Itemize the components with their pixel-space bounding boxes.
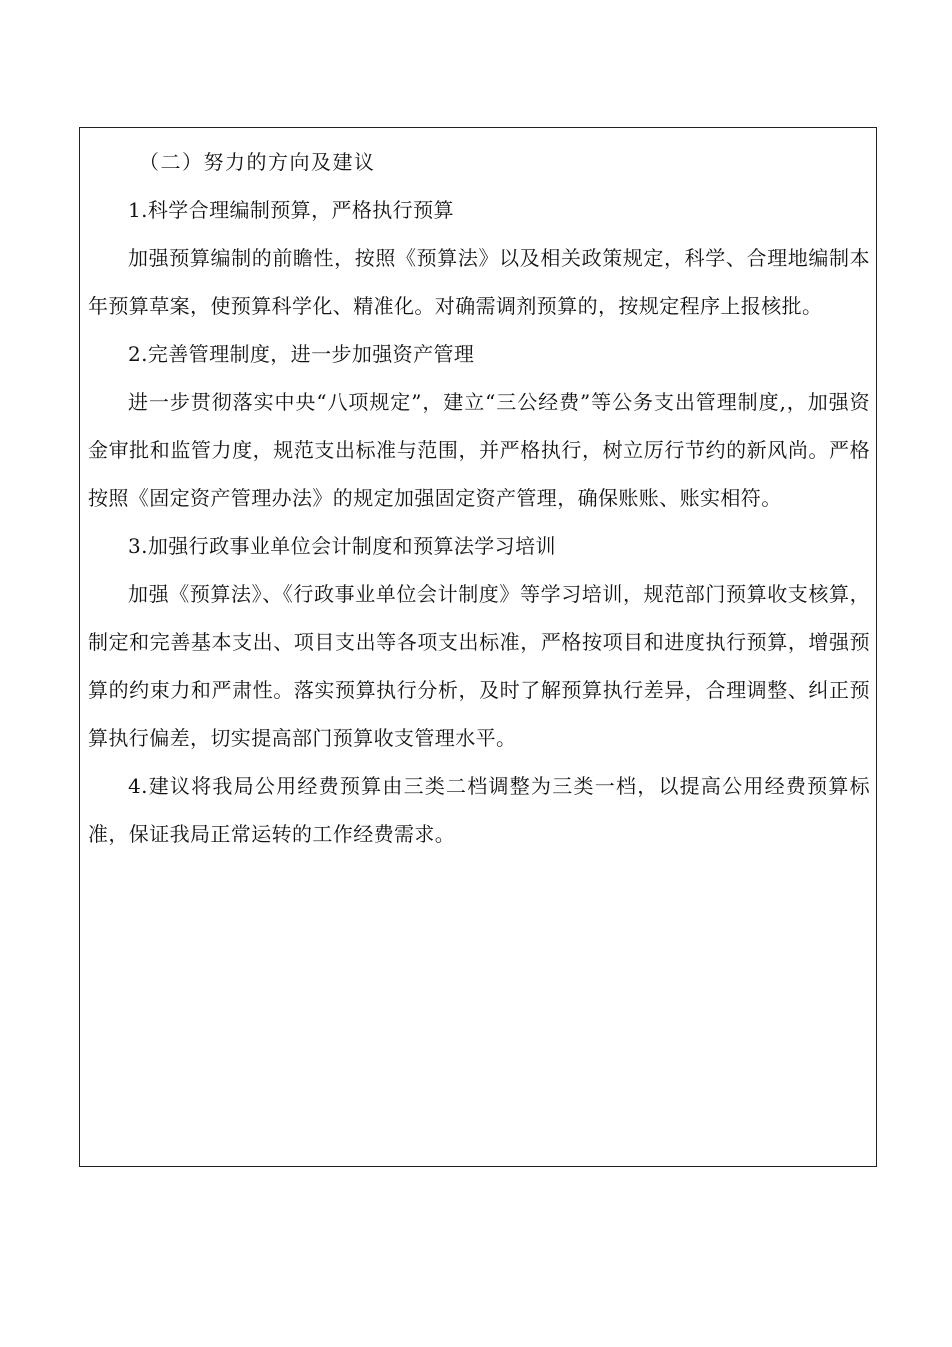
- paragraph-4: 4.建议将我局公用经费预算由三类二档调整为三类一档，以提高公用经费预算标准，保证我局正常运转的工作经费需求。: [88, 774, 870, 846]
- subheading-1: 1.科学合理编制预算，严格执行预算: [128, 198, 454, 222]
- section-title: （二）努力的方向及建议: [139, 150, 376, 174]
- subheading-3: 3.加强行政事业单位会计制度和预算法学习培训: [128, 534, 556, 558]
- paragraph-2: 进一步贯彻落实中央“八项规定”，建立“三公经费”等公务支出管理制度,，加强资金审批和监管力度，规范支出标准与范围，并严格执行，树立厉行节约的新风尚。严格按照《固定资产管理办法》的规定加强固定资产管理，确保账账、账实相符。: [88, 390, 870, 510]
- document-table-cell: [79, 127, 877, 1167]
- document-body: [88, 138, 870, 858]
- paragraph-1: 加强预算编制的前瞻性，按照《预算法》以及相关政策规定，科学、合理地编制本年预算草案，使预算科学化、精准化。对确需调剂预算的，按规定程序上报核批。: [88, 246, 870, 318]
- subheading-2: 2.完善管理制度，进一步加强资产管理: [128, 342, 475, 366]
- paragraph-3: 加强《预算法》、《行政事业单位会计制度》等学习培训，规范部门预算收支核算，制定和完善基本支出、项目支出等各项支出标准，严格按项目和进度执行预算，增强预算的约束力和严肃性。落实预算执行分析，及时了解预算执行差异，合理调整、纠正预算执行偏差，切实提高部门预算收支管理水平。: [88, 582, 870, 750]
